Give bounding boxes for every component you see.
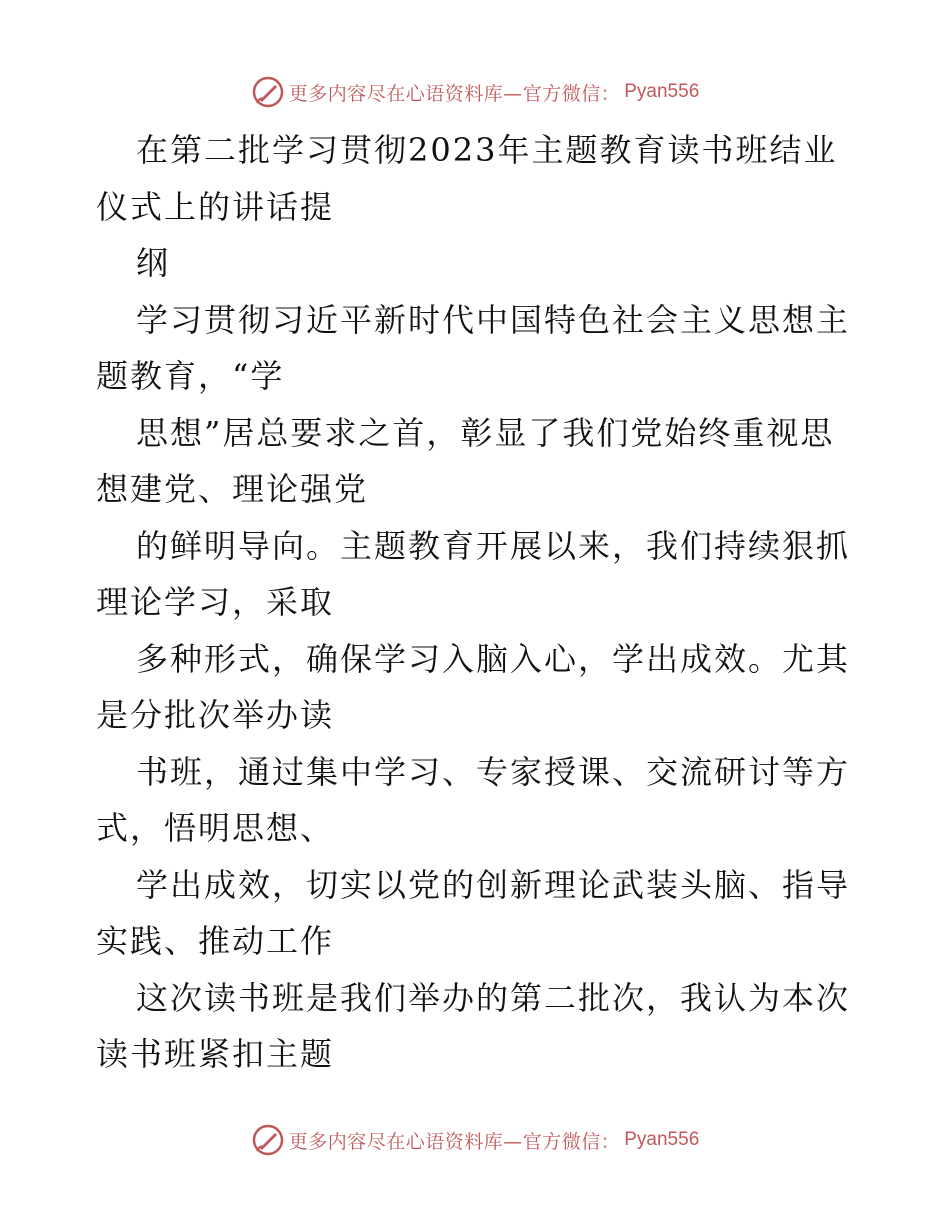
header-watermark — [0, 72, 950, 112]
text-line: 纲 — [136, 244, 171, 282]
text-line: 仪式上的讲话提 — [96, 187, 335, 226]
text-line: 在第二批学习贯彻2023年主题教育读书班结业 — [136, 131, 838, 169]
text-line: 是分批次举办读 — [96, 696, 335, 734]
quill-logo-icon — [251, 1123, 285, 1157]
text-line: 学习贯彻习近平新时代中国特色社会主义思想主 — [136, 300, 851, 339]
text-line: 理论学习，采取 — [96, 583, 335, 621]
text-line: 式，悟明思想、 — [96, 809, 335, 847]
text-line: 题教育，“学 — [96, 357, 285, 395]
text-line: 多种形式，确保学习入脑入心，学出成效。尤其 — [136, 639, 851, 678]
watermark-text: 更多内容尽在心语资料库—官方微信： — [288, 1130, 621, 1153]
text-line: 想建党、理论强党 — [96, 470, 369, 508]
text-line: 学出成效，切实以党的创新理论武装头脑、指导 — [136, 865, 851, 904]
watermark-wechat-id: Pyan556 — [624, 81, 700, 102]
text-line: 书班，通过集中学习、专家授课、交流研讨等方 — [136, 752, 851, 791]
text-line: 的鲜明导向。主题教育开展以来，我们持续狠抓 — [136, 526, 851, 565]
document-body — [96, 122, 856, 1083]
footer-watermark — [0, 1120, 950, 1160]
quill-logo-icon — [251, 75, 285, 109]
watermark-text: 更多内容尽在心语资料库—官方微信： — [288, 82, 621, 105]
text-line: 读书班紧扣主题 — [96, 1035, 335, 1073]
text-line: 思想”居总要求之首，彰显了我们党始终重视思 — [136, 413, 835, 452]
text-line: 实践、推动工作 — [96, 922, 335, 960]
watermark-wechat-id: Pyan556 — [624, 1129, 700, 1150]
text-line: 这次读书班是我们举办的第二批次，我认为本次 — [136, 978, 851, 1017]
